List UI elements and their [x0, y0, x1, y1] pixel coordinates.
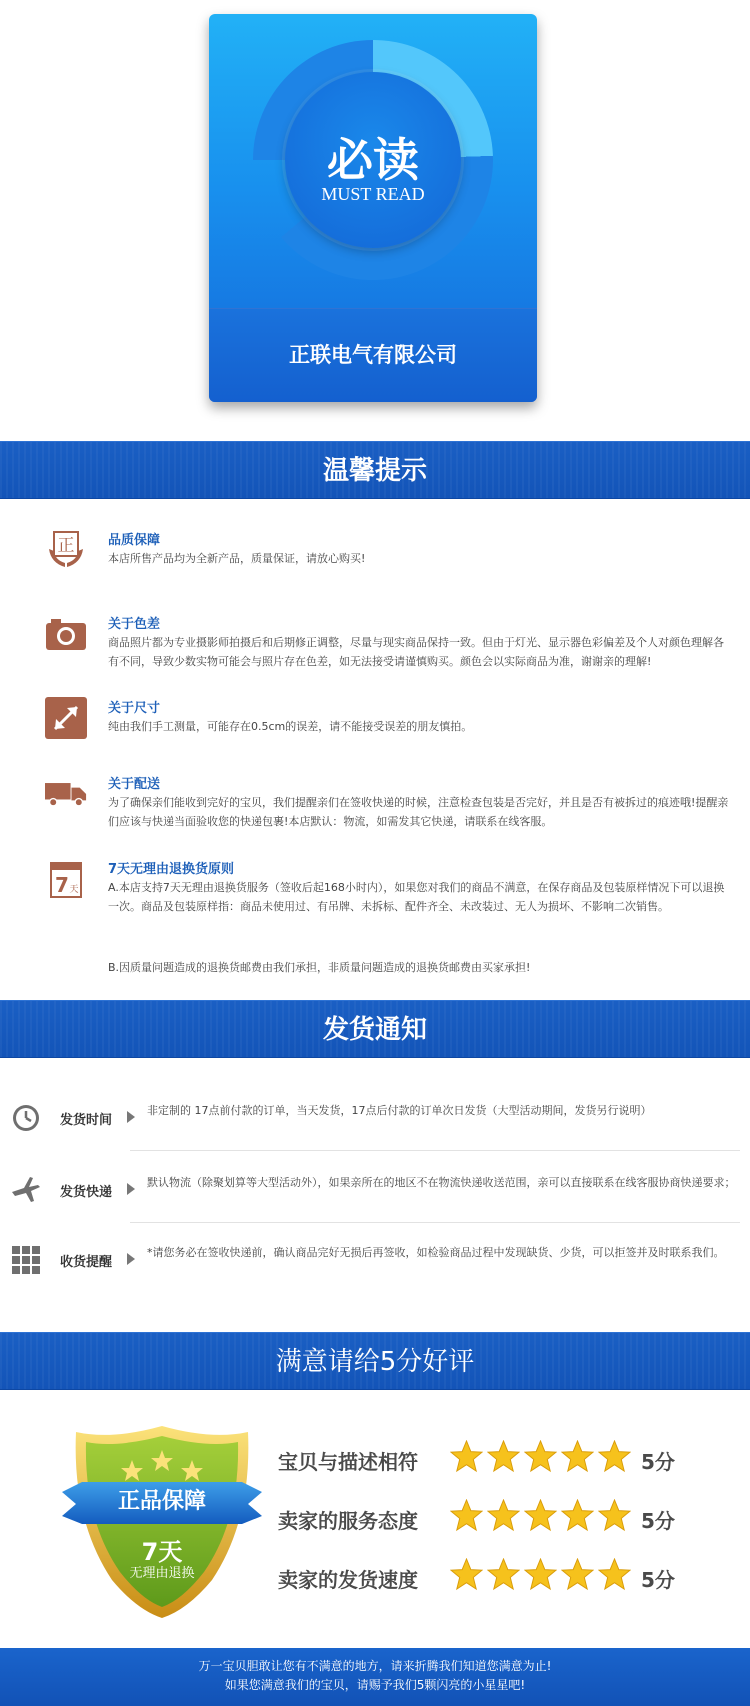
tip-text: 本店所售产品均为全新产品，质量保证，请放心购买! [108, 552, 366, 565]
company-name: 正联电气有限公司 [289, 342, 457, 367]
delivery-truck-icon [45, 773, 87, 815]
arrow-right-icon [127, 1253, 135, 1265]
svg-text:正: 正 [57, 536, 75, 556]
star-icon [487, 1558, 520, 1591]
svg-text:天: 天 [69, 885, 79, 895]
star-icon [524, 1440, 557, 1473]
rating-score: 5分 [641, 1509, 675, 1533]
rating-score: 5分 [641, 1450, 675, 1474]
star-icon [524, 1558, 557, 1591]
ship-label: 收货提醒 [60, 1255, 113, 1270]
tip-text: 纯由我们手工测量，可能存在0.5cm的误差，请不能接受误差的朋友慎拍。 [108, 720, 473, 733]
tip-text: 商品照片都为专业摄影师拍摄后和后期修正调整，尽量与现实商品保持一致。但由于灯光、显示器色彩偏差及个人对颜色理解各有不同，导致少数实物可能会与照片存在色差，如无法接受请谨慎购买。颜色会以实际商品为准，谢谢亲的理解! [108, 636, 724, 668]
rating-row [278, 1499, 698, 1539]
hero-section [0, 0, 750, 441]
ship-row-time [10, 1090, 740, 1150]
footer-line-2: 如果您满意我们的宝贝，请赐予我们5颗闪亮的小星星吧! [224, 1678, 526, 1692]
star-icon [561, 1499, 594, 1532]
clock-icon [10, 1102, 42, 1134]
star-icon [598, 1558, 631, 1591]
arrow-right-icon [127, 1183, 135, 1195]
star-icon [561, 1440, 594, 1473]
company-band [209, 308, 537, 402]
tip-title: 品质保障 [108, 533, 161, 548]
ship-text: 默认物流（除聚划算等大型活动外），如果亲所在的地区不在物流快递收送范围，亲可以直接联系在线客服协商快递要求； [147, 1176, 736, 1189]
rating-banner [0, 1332, 750, 1390]
tip-quality [45, 529, 730, 579]
arrow-right-icon [127, 1111, 135, 1123]
rating-row [278, 1440, 698, 1480]
badge-title: 正品保障 [117, 1489, 206, 1514]
star-icon [524, 1499, 557, 1532]
resize-arrow-icon [45, 697, 87, 739]
ship-row-courier [10, 1162, 740, 1222]
star-icon [487, 1499, 520, 1532]
ship-label: 发货快递 [60, 1185, 113, 1200]
divider [130, 1150, 740, 1151]
zheng-hands-icon [45, 529, 87, 571]
shipping-title: 发货通知 [322, 1015, 427, 1045]
star-icon [598, 1440, 631, 1473]
tips-title: 温馨提示 [322, 456, 427, 486]
ship-label: 发货时间 [60, 1113, 113, 1128]
tips-banner [0, 441, 750, 499]
rating-label: 卖家的发货速度 [278, 1568, 418, 1592]
ship-text: 非定制的 17点前付款的订单，当天发货，17点后付款的订单次日发货（大型活动期间，发货另行说明） [147, 1104, 652, 1117]
tip-title: 7天无理由退换货原则 [108, 862, 235, 877]
guarantee-badge [62, 1420, 262, 1620]
star-rating [450, 1499, 631, 1535]
footer [0, 1648, 750, 1706]
ship-row-receipt [10, 1232, 740, 1292]
footer-line-1: 万一宝贝胆敢让您有不满意的地方，请来折腾我们知道您满意为止! [198, 1659, 552, 1673]
tip-text-b: B.因质量问题造成的退换货邮费由我们承担，非质量问题造成的退换货邮费由买家承担! [108, 961, 531, 974]
divider [130, 1222, 740, 1223]
star-icon [561, 1558, 594, 1591]
svg-text:7: 7 [55, 873, 69, 897]
rating-row [278, 1558, 698, 1598]
tip-title: 关于配送 [108, 777, 161, 792]
badge-days: 7天 [141, 1538, 183, 1566]
rating-label: 卖家的服务态度 [278, 1509, 418, 1533]
rating-label: 宝贝与描述相符 [278, 1450, 418, 1474]
camera-icon [45, 613, 87, 655]
star-icon [450, 1558, 483, 1591]
tip-text: 为了确保亲们能收到完好的宝贝，我们提醒亲们在签收快递的时候，注意检查包装是否完好，并且是否有被拆过的痕迹哦!提醒亲们应该与快递当面验收您的快递包裹!本店默认：物流，如需发其它快递，请联系在线客服。 [108, 796, 729, 828]
ring-graphic [253, 40, 493, 280]
must-read-title: 必读 [327, 133, 419, 187]
star-rating [450, 1440, 631, 1476]
tip-color [45, 613, 730, 683]
ship-text: *请您务必在签收快递前，确认商品完好无损后再签收，如检验商品过程中发现缺货、少货，可以拒签并及时联系我们。 [147, 1246, 725, 1259]
star-icon [450, 1499, 483, 1532]
rating-score: 5分 [641, 1568, 675, 1592]
tip-text: A.本店支持7天无理由退换货服务（签收后起168小时内），如果您对我们的商品不满意，在保存商品及包装原样情况下可以退换一次。商品及包装原样指：商品未使用过、有吊牌、未拆标、配件齐全、未改装过、无人为损坏、不影响二次销售。 [108, 881, 725, 913]
ring-center [285, 72, 461, 248]
must-read-card [209, 14, 537, 402]
rating-title: 满意请给5分好评 [275, 1347, 475, 1377]
star-icon [487, 1440, 520, 1473]
star-icon [598, 1499, 631, 1532]
seven-days-icon [45, 858, 87, 900]
tip-delivery [45, 773, 730, 829]
tip-title: 关于色差 [108, 617, 161, 632]
tip-title: 关于尺寸 [108, 701, 161, 716]
star-icon [450, 1440, 483, 1473]
badge-subtitle: 无理由退换 [129, 1566, 195, 1581]
grid-icon [10, 1244, 42, 1276]
tip-size [45, 697, 730, 743]
shipping-banner [0, 1000, 750, 1058]
airplane-icon [10, 1174, 42, 1206]
tip-return [45, 858, 730, 978]
shield-icon [62, 1420, 262, 1620]
star-rating [450, 1558, 631, 1594]
must-read-subtitle: MUST READ [321, 184, 425, 204]
